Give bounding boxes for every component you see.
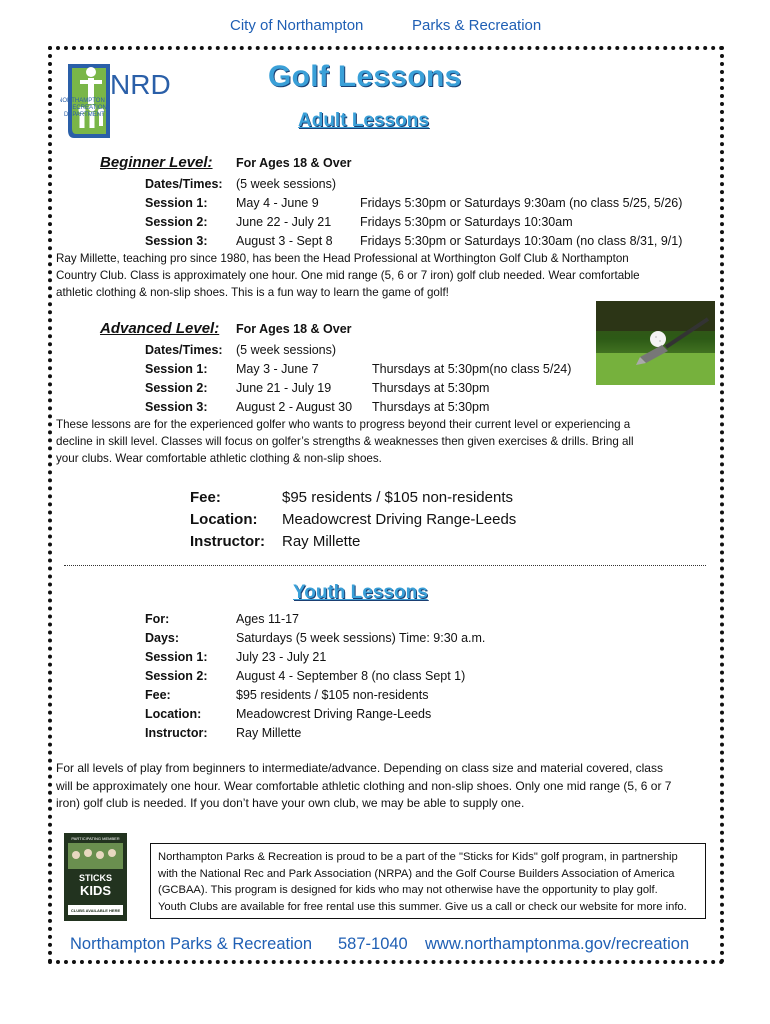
youth-value-session1: July 23 - July 21	[236, 650, 327, 664]
beginner-desc-line: Ray Millette, teaching pro since 1980, has been the Head Professional at Worthington Golf Club & Northampton	[56, 252, 629, 265]
badge-top-text: PARTICIPATING MEMBER	[71, 836, 120, 841]
youth-label-days: Days:	[145, 631, 180, 645]
youth-value-instructor: Ray Millette	[236, 726, 302, 740]
all-levels-line: For all levels of play from beginners to intermediate/advance. Depending on class size and material covered, class	[56, 761, 663, 775]
beginner-desc-line: athletic clothing & non-slip shoes. This is a fun way to learn the game of golf!	[56, 286, 449, 299]
golf-ball-photo	[596, 301, 715, 385]
advanced-ages: For Ages 18 & Over	[236, 322, 352, 336]
logo-line-3: DEPARTMENT	[64, 112, 105, 118]
beginner-session3-times: Fridays 5:30pm or Saturdays 10:30am (no class 8/31, 9/1)	[360, 234, 683, 248]
youth-value-session2: August 4 - September 8 (no class Sept 1)	[236, 669, 466, 683]
city-name: City of Northampton	[230, 17, 364, 34]
advanced-session3-dates: August 2 - August 30	[236, 400, 353, 414]
adult-lessons-heading: Adult Lessons	[298, 110, 429, 131]
advanced-session2-times: Thursdays at 5:30pm	[372, 381, 490, 395]
advanced-label-dates: Dates/Times:	[145, 343, 223, 357]
sticks-text-line: with the National Rec and Park Association (NRPA) and the Golf Course Builders Association of America	[158, 867, 675, 880]
logo-letters: NRD	[110, 69, 170, 100]
beginner-description	[56, 250, 716, 301]
sticks-for-kids-badge	[64, 833, 127, 921]
all-levels-line: will be approximately one hour. Wear comfortable athletic clothing and non-slip shoes. Only one mid range (5, 6 or 7	[56, 778, 672, 793]
sticks-text-line: Youth Clubs are available for free rental use this summer. Give us a call or check our website for more info.	[158, 900, 687, 913]
advanced-desc-line: These lessons are for the experienced golfer who wants to progress beyond their current level or experiencing a	[56, 418, 631, 431]
youth-value-for: Ages 11-17	[236, 612, 300, 626]
section-divider	[64, 565, 706, 566]
beginner-session1-times: Fridays 5:30pm or Saturdays 9:30am (no class 5/25, 5/26)	[360, 196, 683, 210]
sticks-text-line: Northampton Parks & Recreation is proud to be a part of the "Sticks for Kids" golf program, in partnership	[158, 851, 678, 863]
logo-line-2: RECREATION	[68, 105, 107, 111]
advanced-session1-times: Thursdays at 5:30pm(no class 5/24)	[372, 362, 572, 376]
beginner-label-dates: Dates/Times:	[145, 177, 223, 191]
badge-name-sticks: STICKS	[78, 873, 113, 883]
adult-location-label: Location:	[190, 511, 258, 528]
adult-fee-value: $95 residents / $105 non-residents	[282, 489, 513, 506]
advanced-level-heading: Advanced Level:	[100, 320, 220, 337]
sticks-for-kids-info-box	[150, 843, 706, 919]
footer-website-link[interactable]: www.northamptonma.gov/recreation	[425, 935, 690, 953]
adult-location-value: Meadowcrest Driving Range-Leeds	[282, 511, 517, 528]
youth-label-for: For:	[145, 612, 170, 626]
adult-instructor-value: Ray Millette	[282, 533, 361, 550]
nrd-logo	[60, 58, 170, 144]
top-header	[0, 17, 770, 39]
department-name: Parks & Recreation	[412, 17, 542, 34]
advanced-desc-line: decline in skill level. Classes will focus on golfer’s strengths & weaknesses then given exercises & drills. Bring all	[56, 435, 634, 448]
beginner-session2-times: Fridays 5:30pm or Saturdays 10:30am	[360, 215, 573, 229]
logo-line-1: NORTHAMPTON	[60, 98, 105, 104]
badge-name-kids: KIDS	[79, 883, 112, 898]
all-levels-description	[56, 760, 716, 813]
advanced-desc-line: your clubs. Wear comfortable athletic clothing & non-slip shoes.	[56, 452, 382, 465]
adult-fee-label: Fee:	[190, 489, 221, 506]
beginner-level-heading: Beginner Level:	[100, 154, 213, 171]
youth-label-instructor: Instructor:	[145, 726, 208, 740]
beginner-label-session3: Session 3:	[145, 234, 208, 248]
beginner-ages: For Ages 18 & Over	[236, 156, 352, 170]
youth-value-location: Meadowcrest Driving Range-Leeds	[236, 707, 432, 721]
beginner-session2-dates: June 22 - July 21	[236, 215, 332, 229]
youth-value-fee: $95 residents / $105 non-residents	[236, 688, 429, 702]
beginner-session3-dates: August 3 - Sept 8	[236, 234, 333, 248]
beginner-label-session2: Session 2:	[145, 215, 208, 229]
beginner-desc-line: Country Club. Class is approximately one hour. One mid range (5, 6 or 7 iron) golf club needed. Wear comfortable	[56, 269, 640, 282]
advanced-description	[56, 416, 716, 467]
beginner-session1-dates: May 4 - June 9	[236, 196, 319, 210]
advanced-label-session3: Session 3:	[145, 400, 208, 414]
footer-org: Northampton Parks & Recreation	[70, 935, 313, 953]
youth-value-days: Saturdays (5 week sessions) Time: 9:30 a.m.	[236, 631, 486, 645]
beginner-dates-value: (5 week sessions)	[236, 177, 337, 191]
youth-lessons-heading: Youth Lessons	[293, 582, 428, 603]
footer-phone: 587-1040	[338, 935, 408, 953]
advanced-session3-times: Thursdays at 5:30pm	[372, 400, 490, 414]
beginner-label-session1: Session 1:	[145, 196, 208, 210]
advanced-session2-dates: June 21 - July 19	[236, 381, 332, 395]
adult-instructor-label: Instructor:	[190, 533, 265, 550]
youth-label-session2: Session 2:	[145, 669, 208, 683]
youth-label-location: Location:	[145, 707, 202, 721]
youth-label-fee: Fee:	[145, 688, 171, 702]
page-title: Golf Lessons	[268, 60, 462, 93]
advanced-session1-dates: May 3 - June 7	[236, 362, 319, 376]
badge-bottom-text: CLUBS AVAILABLE HERE	[70, 908, 121, 913]
sticks-text-line: (GCBAA). This program is designed for kids who may not otherwise have the opportunity to play golf.	[158, 884, 658, 896]
advanced-dates-value: (5 week sessions)	[236, 343, 337, 357]
advanced-label-session1: Session 1:	[145, 362, 208, 376]
all-levels-line: iron) golf club is needed. If you don’t have your own club, we may be able to supply one.	[56, 796, 525, 810]
youth-label-session1: Session 1:	[145, 650, 208, 664]
advanced-label-session2: Session 2:	[145, 381, 208, 395]
